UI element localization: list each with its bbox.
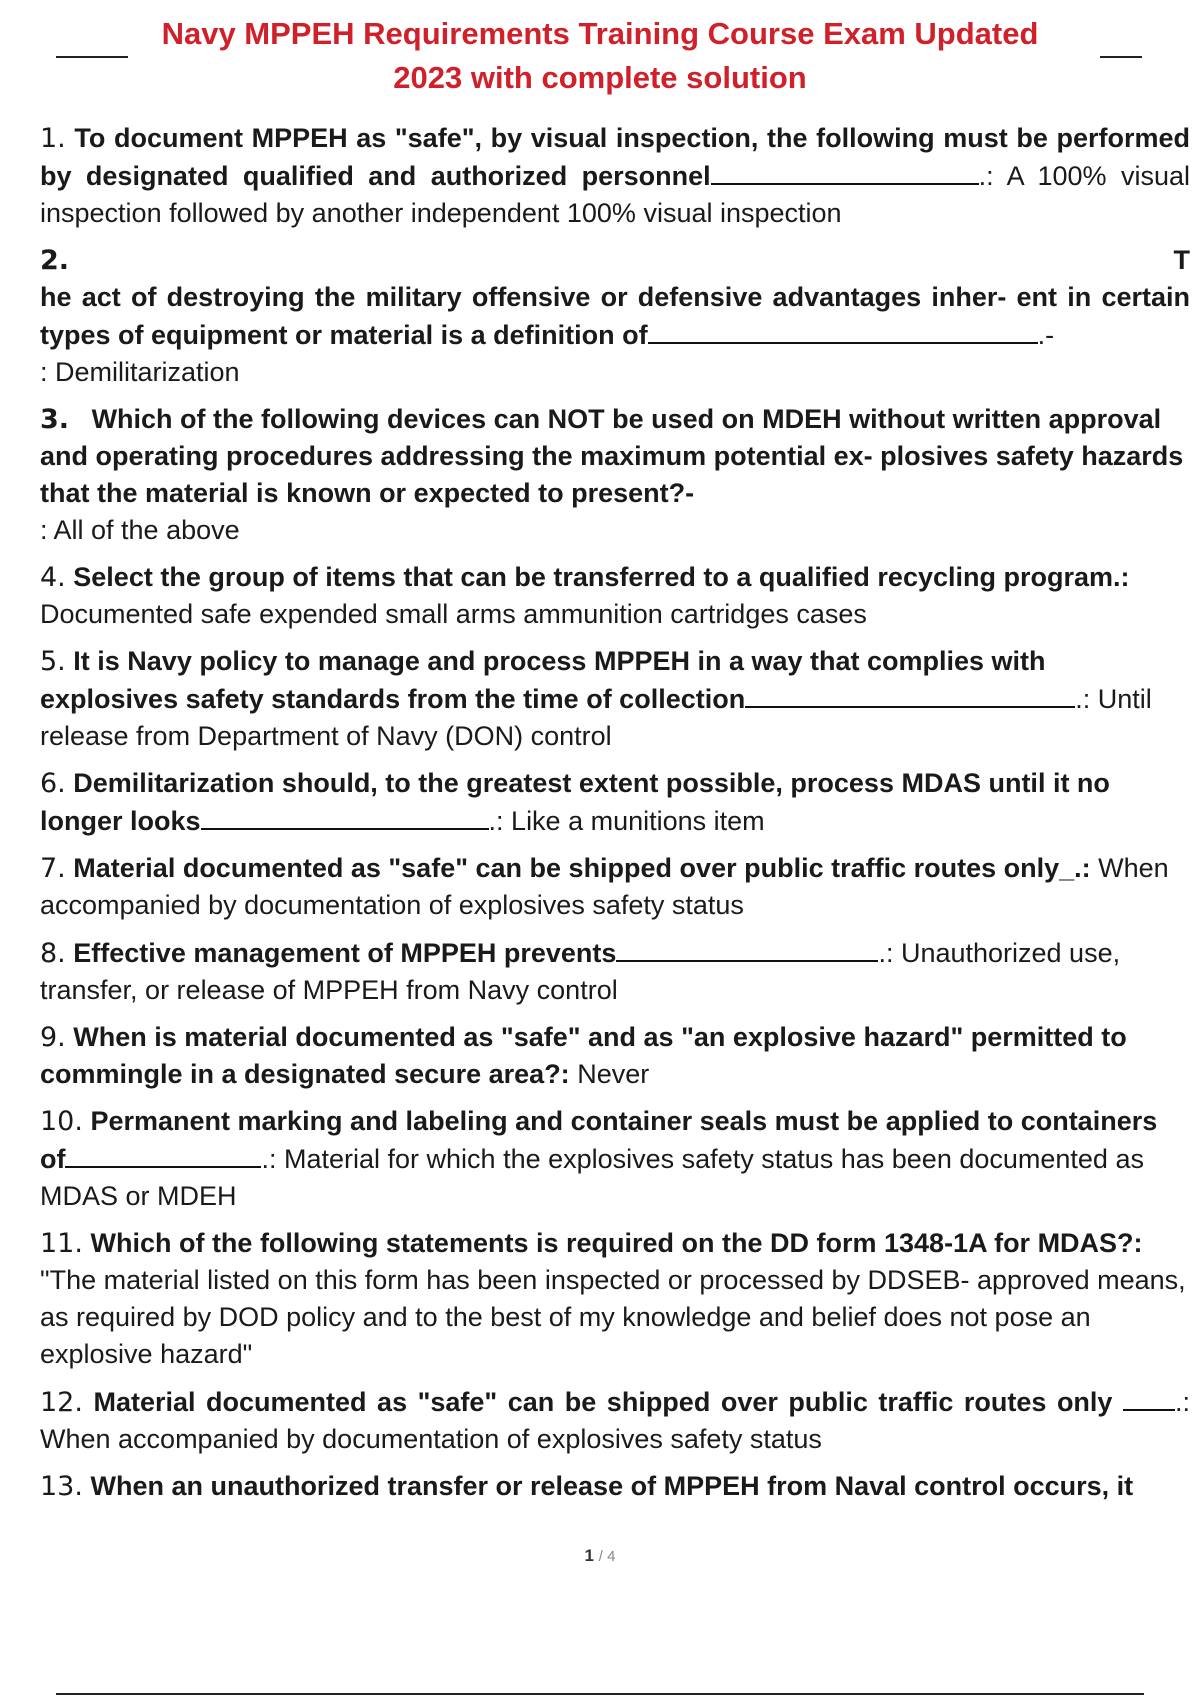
answer-text: Never <box>577 1059 650 1089</box>
current-page: 1 <box>584 1546 595 1565</box>
answer-separator: .: <box>978 161 1007 191</box>
answer-text: Like a munitions item <box>511 806 765 836</box>
answer-text: Until release from Department of Navy (DON) control <box>40 684 1152 751</box>
question-text: Permanent marking and labeling and container seals must be applied to containers of <box>40 1106 1158 1174</box>
question-text: When is material documented as "safe" and as "an explosive hazard" permitted to commingle in a designated secure area?: <box>40 1022 1127 1089</box>
document-header <box>0 12 1200 100</box>
qa-item <box>40 1383 1190 1458</box>
question-number: 6. <box>40 768 66 799</box>
title-line-1: Navy MPPEH Requirements Training Course Exam Updated <box>161 16 1039 51</box>
qa-item <box>40 643 1190 755</box>
qa-item <box>40 1468 1190 1505</box>
total-pages: / 4 <box>598 1548 616 1565</box>
answer-blank <box>711 157 979 185</box>
question-text: Select the group of items that can be transferred to a qualified recycling program.: <box>73 562 1130 592</box>
answer-separator: .: <box>1075 684 1098 714</box>
question-text: When an unauthorized transfer or release of MPPEH from Naval control occurs, it <box>90 1471 1134 1501</box>
answer-separator: .: <box>878 938 901 968</box>
question-text: Which of the following devices can NOT be used on MDEH without written approval and operating procedures addressing the maximum potential ex- plosives safety hazards that the material is known or expected to present?- <box>40 404 1184 508</box>
qa-item <box>40 1225 1190 1373</box>
answer-text: : All of the above <box>40 515 240 545</box>
question-number: 4. <box>40 562 66 593</box>
qa-item <box>40 934 1190 1009</box>
answer-blank <box>1123 1383 1175 1411</box>
qa-item <box>40 401 1190 549</box>
question-text: he act of destroying the military offensive or defensive advantages inher- ent in certain types of equipment or material is a definition of <box>40 282 1190 350</box>
question-text: To document MPPEH as "safe", by visual inspection, the following must be performed by designated qualified and authorized personnel <box>40 123 1190 191</box>
answer-blank <box>648 316 1038 344</box>
question-text: Which of the following statements is required on the DD form 1348-1A for MDAS?: <box>90 1228 1143 1258</box>
question-text: Material documented as "safe" can be shipped over public traffic routes only <box>93 1387 1113 1417</box>
answer-blank <box>201 802 489 830</box>
question-heading-line <box>40 242 1190 279</box>
qa-item <box>40 1019 1190 1093</box>
question-number: 7. <box>40 853 66 884</box>
page-indicator <box>0 1546 1200 1566</box>
question-number: 9. <box>40 1022 66 1053</box>
question-number: 2. <box>40 245 70 276</box>
answer-blank <box>745 680 1075 708</box>
answer-text: Documented safe expended small arms ammunition cartridges cases <box>40 599 867 629</box>
answer-separator: .: <box>488 806 512 836</box>
document-title <box>150 12 1050 100</box>
question-number: 8. <box>40 938 66 969</box>
question-number: 13. <box>40 1471 83 1502</box>
qa-item <box>40 559 1190 633</box>
answer-blank <box>616 934 878 962</box>
answer-text: Material for which the explosives safety status has been documented as MDAS or MDEH <box>40 1144 1144 1211</box>
question-text: It is Navy policy to manage and process MPPEH in a way that complies with explosives safety standards from the time of collection <box>40 646 1046 714</box>
answer-separator: .- <box>1037 320 1055 350</box>
question-first-letter: T <box>1173 245 1190 275</box>
qa-item <box>40 850 1190 924</box>
question-number: 3. <box>40 404 70 435</box>
qa-item <box>40 765 1190 840</box>
answer-blank <box>65 1140 261 1168</box>
answer-text: "The material listed on this form has been inspected or processed by DDSEB- approved means, as required by DOD policy and to the best of my knowledge and belief does not pose an explosive hazard" <box>40 1265 1186 1369</box>
footer-rule <box>56 1693 1144 1695</box>
question-number: 10. <box>40 1106 83 1137</box>
title-line-2: 2023 with complete solution <box>393 60 807 95</box>
answer-text: When accompanied by documentation of explosives safety status <box>40 1424 822 1454</box>
question-number: 12. <box>40 1387 83 1418</box>
question-text: Material documented as "safe" can be shipped over public traffic routes only_.: <box>73 853 1091 883</box>
qa-item <box>40 120 1190 232</box>
answer-separator: .: <box>1174 1387 1190 1417</box>
question-number: 5. <box>40 646 66 677</box>
answer-text: A 100% visual inspection followed by another independent 100% visual inspection <box>40 161 1191 228</box>
qa-item <box>40 242 1190 391</box>
qa-item <box>40 1103 1190 1215</box>
question-text: Demilitarization should, to the greatest extent possible, process MDAS until it no longer looks <box>40 768 1110 836</box>
question-number: 11. <box>40 1228 83 1259</box>
answer-text: : Demilitarization <box>40 357 240 387</box>
question-text: Effective management of MPPEH prevents <box>73 938 617 968</box>
answer-text: When accompanied by documentation of explosives safety status <box>40 853 1169 920</box>
answer-text: Unauthorized use, transfer, or release of MPPEH from Navy control <box>40 938 1121 1005</box>
question-list <box>40 120 1190 1515</box>
answer-separator: .: <box>261 1144 284 1174</box>
question-number: 1. <box>40 123 66 154</box>
